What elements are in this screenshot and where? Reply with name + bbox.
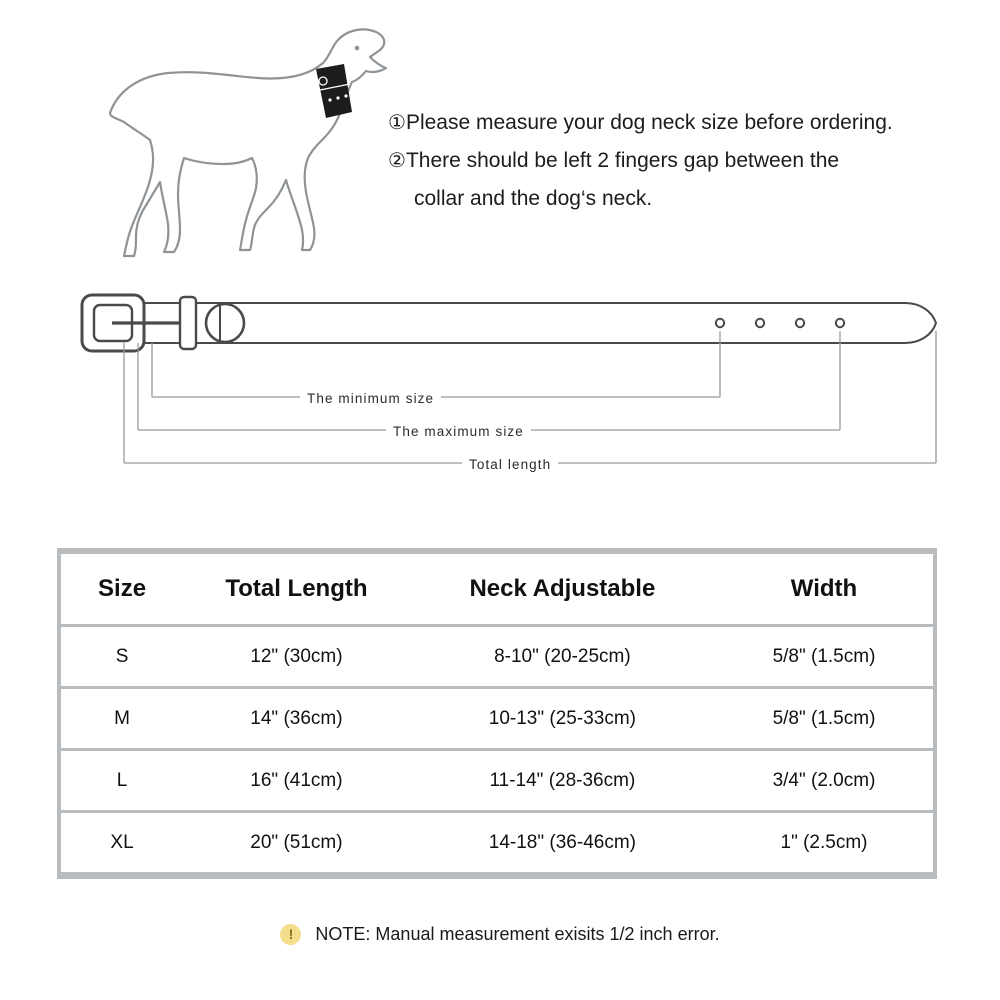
dimension-line-maximum (138, 331, 840, 430)
dimension-label-total: Total length (462, 457, 558, 472)
cell-total-length: 16" (41cm) (183, 751, 410, 810)
instruction-item-1 (388, 104, 988, 142)
size-chart-table-container (57, 548, 937, 879)
keeper-loop (180, 297, 196, 349)
cell-size: S (61, 627, 183, 686)
collar-svg (60, 285, 940, 505)
collar-measurement-diagram (0, 285, 1000, 515)
table-header-size: Size (61, 554, 183, 624)
table-row (61, 813, 933, 872)
cell-width: 5/8" (1.5cm) (715, 689, 933, 748)
dimension-label-maximum: The maximum size (386, 424, 531, 439)
dog-outline-illustration (80, 18, 400, 268)
table-header-row (61, 554, 933, 624)
note-text: NOTE: Manual measurement exisits 1/2 inch error. (315, 924, 720, 944)
dog-eye (355, 46, 360, 51)
instruction-marker-1: ① (388, 112, 406, 134)
size-chart-table (61, 551, 933, 875)
collar-band (316, 64, 352, 118)
table-row (61, 751, 933, 810)
instruction-item-2 (388, 142, 988, 180)
cell-neck-adjustable: 10-13" (25-33cm) (410, 689, 715, 748)
instructions-list (388, 104, 988, 218)
table-header-total-length: Total Length (183, 554, 410, 624)
note-row (0, 924, 1000, 945)
instruction-text-2: There should be left 2 fingers gap between the (405, 149, 840, 172)
cell-neck-adjustable: 14-18" (36-46cm) (410, 813, 715, 872)
table-row (61, 689, 933, 748)
cell-total-length: 14" (36cm) (183, 689, 410, 748)
cell-size: M (61, 689, 183, 748)
cell-width: 1" (2.5cm) (715, 813, 933, 872)
instruction-marker-2: ② (388, 150, 406, 172)
cell-neck-adjustable: 11-14" (28-36cm) (410, 751, 715, 810)
cell-width: 3/4" (2.0cm) (715, 751, 933, 810)
cell-total-length: 20" (51cm) (183, 813, 410, 872)
cell-total-length: 12" (30cm) (183, 627, 410, 686)
instruction-text-2-continued: collar and the dog‘s neck. (414, 187, 653, 210)
cell-size: XL (61, 813, 183, 872)
header-illustration-section (0, 0, 1000, 280)
cell-size: L (61, 751, 183, 810)
table-header-neck-adjustable: Neck Adjustable (410, 554, 715, 624)
dimension-label-minimum: The minimum size (300, 391, 441, 406)
table-header-width: Width (715, 554, 933, 624)
instruction-item-2-continued (388, 180, 988, 218)
exclamation-icon: ! (280, 924, 301, 945)
table-row (61, 627, 933, 686)
cell-width: 5/8" (1.5cm) (715, 627, 933, 686)
instruction-text-1: Please measure your dog neck size before ordering. (405, 111, 893, 134)
cell-neck-adjustable: 8-10" (20-25cm) (410, 627, 715, 686)
